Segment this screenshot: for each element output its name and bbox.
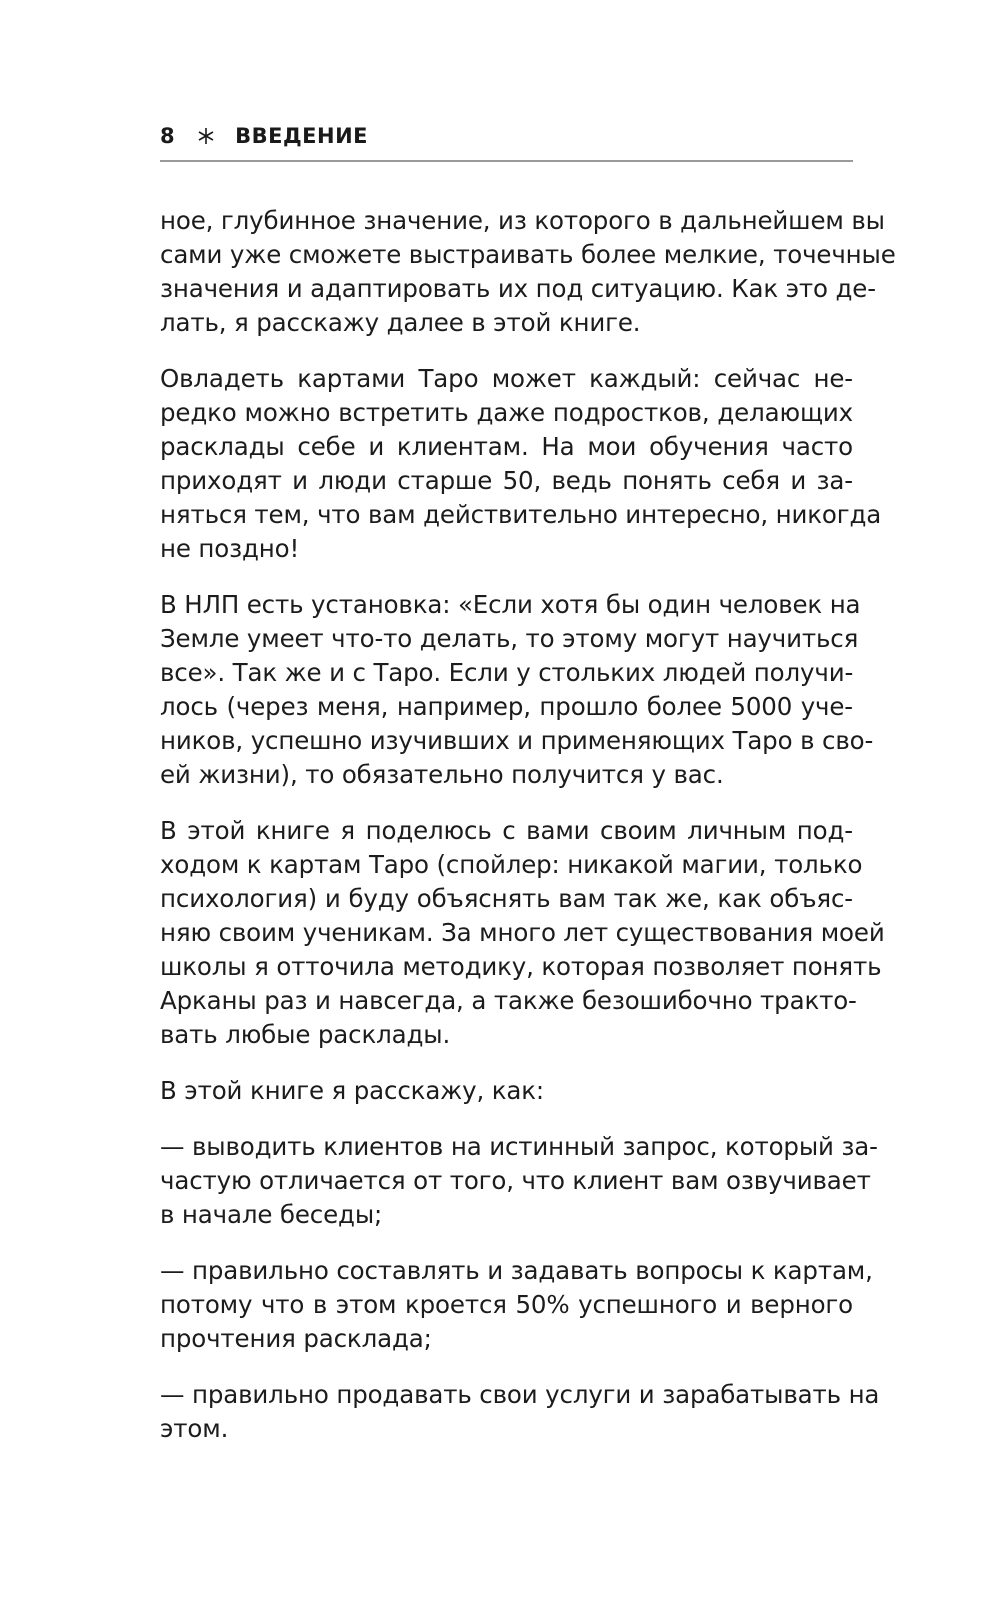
paragraph [160, 362, 882, 566]
text-line: няться тем, что вам действительно интересно, никогда [160, 500, 882, 529]
text-line: в начале беседы; [160, 1200, 383, 1229]
body-text [160, 204, 896, 1468]
text-line: вать любые расклады. [160, 1020, 451, 1049]
paragraph [160, 204, 896, 340]
text-line: все». Так же и с Таро. Если у стольких людей получи- [160, 658, 854, 687]
list-item [160, 1378, 880, 1446]
text-line: В НЛП есть установка: «Если хотя бы один человек на [160, 590, 861, 619]
page-number: 8 [160, 124, 176, 148]
text-line: психология) и буду объяснять вам так же, как объяс- [160, 884, 853, 913]
list-item [160, 1130, 878, 1232]
text-line: ное, глубинное значение, из которого в дальнейшем вы [160, 206, 885, 235]
text-line: В этой книге я поделюсь с вами своим личным под- [160, 816, 853, 845]
header-divider [160, 160, 853, 162]
text-line: лать, я расскажу далее в этой книге. [160, 308, 641, 337]
text-line: лось (через меня, например, прошло более 5000 уче- [160, 692, 853, 721]
text-line: няю своим ученикам. За много лет существования моей [160, 918, 885, 947]
text-line: ников, успешно изучивших и применяющих Таро в сво- [160, 726, 874, 755]
text-line: — правильно составлять и задавать вопросы к картам, [160, 1256, 873, 1285]
text-line: приходят и люди старше 50, ведь понять себя и за- [160, 466, 853, 495]
text-line: Земле умеет что-то делать, то этому могут научиться [160, 624, 859, 653]
text-line: — выводить клиентов на истинный запрос, который за- [160, 1132, 878, 1161]
text-line: не поздно! [160, 534, 300, 563]
section-title: ВВЕДЕНИЕ [235, 124, 369, 148]
text-line: ей жизни), то обязательно получится у вас. [160, 760, 724, 789]
text-line: школы я отточила методику, которая позволяет понять [160, 952, 882, 981]
text-line: потому что в этом кроется 50% успешного и верного [160, 1290, 853, 1319]
text-line: этом. [160, 1414, 229, 1443]
text-line: редко можно встретить даже подростков, делающих [160, 398, 853, 427]
text-line: расклады себе и клиентам. На мои обучения часто [160, 432, 853, 461]
paragraph [160, 814, 885, 1052]
text-line: — правильно продавать свои услуги и зарабатывать на [160, 1380, 880, 1409]
paragraph [160, 588, 874, 792]
text-line: прочтения расклада; [160, 1324, 432, 1353]
paragraph [160, 1074, 853, 1108]
asterisk-star-icon [197, 127, 215, 145]
text-line: значения и адаптировать их под ситуацию. Как это де- [160, 274, 876, 303]
running-head [160, 122, 853, 150]
text-line: ходом к картам Таро (спойлер: никакой магии, только [160, 850, 863, 879]
text-line: сами уже сможете выстраивать более мелкие, точечные [160, 240, 896, 269]
list-item [160, 1254, 873, 1356]
text-line: Овладеть картами Таро может каждый: сейчас не- [160, 364, 853, 393]
text-line: Арканы раз и навсегда, а также безошибочно тракто- [160, 986, 857, 1015]
text-line: В этой книге я расскажу, как: [160, 1076, 544, 1105]
text-line: частую отличается от того, что клиент вам озвучивает [160, 1166, 871, 1195]
